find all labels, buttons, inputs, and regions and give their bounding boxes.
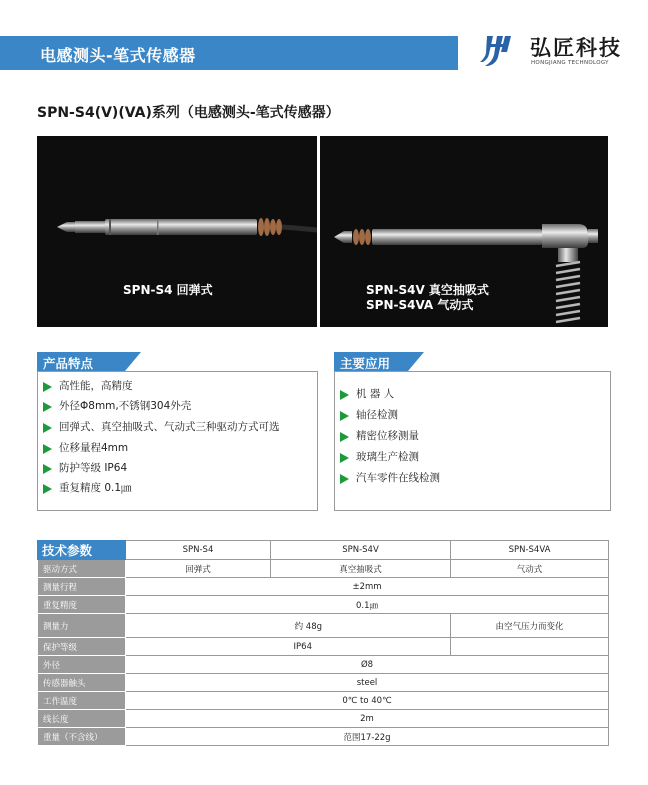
applications-title: 主要应用 bbox=[340, 356, 391, 371]
spec-value: ±2mm bbox=[126, 578, 609, 596]
brand-name-cn: 弘匠科技 bbox=[530, 36, 622, 60]
spec-value: 0.1㎛ bbox=[126, 596, 609, 614]
spec-label: 测量行程 bbox=[38, 578, 126, 596]
application-item: 轴径检测 bbox=[337, 407, 440, 422]
specs-model-col: SPN-S4VA bbox=[451, 541, 609, 560]
spec-value: Ø8 bbox=[126, 656, 609, 674]
feature-item: 位移量程4mm bbox=[40, 440, 280, 455]
spec-label: 保护等级 bbox=[38, 638, 126, 656]
sensor-probe-image bbox=[37, 136, 317, 327]
table-row bbox=[38, 692, 609, 710]
spec-label: 重复精度 bbox=[38, 596, 126, 614]
features-tab bbox=[37, 352, 125, 371]
applications-list bbox=[337, 386, 440, 485]
photo-label-spn-s4: SPN-S4 回弹式 bbox=[123, 283, 213, 297]
spec-value: IP64 bbox=[126, 638, 451, 656]
spec-value: 约 48g bbox=[126, 614, 451, 638]
product-photo-spn-s4 bbox=[37, 136, 317, 327]
spec-value: 回弹式 bbox=[126, 560, 271, 578]
header-title: 电感测头-笔式传感器 bbox=[40, 46, 196, 65]
table-row bbox=[38, 560, 609, 578]
spec-value: 由空气压力而变化 bbox=[451, 614, 609, 638]
feature-item: 重复精度 0.1㎛ bbox=[40, 480, 280, 495]
feature-item: 防护等级 IP64 bbox=[40, 460, 280, 475]
spec-empty-cell bbox=[451, 638, 609, 656]
header-bar bbox=[0, 36, 458, 70]
table-row bbox=[38, 656, 609, 674]
table-row bbox=[38, 614, 609, 638]
spec-label: 外径 bbox=[38, 656, 126, 674]
features-list bbox=[40, 378, 280, 495]
photo-label-spn-s4va: SPN-S4VA 气动式 bbox=[366, 298, 474, 312]
table-row bbox=[38, 578, 609, 596]
spec-value: 0℃ to 40℃ bbox=[126, 692, 609, 710]
logo-mark-icon bbox=[478, 30, 518, 70]
spec-label: 传感器触头 bbox=[38, 674, 126, 692]
spec-label: 测量力 bbox=[38, 614, 126, 638]
table-row bbox=[38, 596, 609, 614]
feature-item: 高性能，高精度 bbox=[40, 378, 280, 393]
table-row bbox=[38, 638, 609, 656]
spec-value: 2m bbox=[126, 710, 609, 728]
page-title: SPN-S4(V)(VA)系列（电感测头-笔式传感器） bbox=[37, 105, 340, 121]
photo-label-spn-s4v: SPN-S4V 真空抽吸式 bbox=[366, 283, 489, 297]
spec-value: 气动式 bbox=[451, 560, 609, 578]
feature-item: 外径Φ8mm,不锈钢304外壳 bbox=[40, 398, 280, 413]
spec-value: steel bbox=[126, 674, 609, 692]
features-title: 产品特点 bbox=[43, 356, 94, 371]
table-row bbox=[38, 674, 609, 692]
application-item: 精密位移测量 bbox=[337, 428, 440, 443]
feature-item: 回弹式、真空抽吸式、气动式三种驱动方式可选 bbox=[40, 419, 280, 434]
application-item: 机 器 人 bbox=[337, 386, 440, 401]
specs-title: 技术参数 bbox=[38, 541, 126, 560]
brand-name-en: HONGJIANG TECHNOLOGY bbox=[531, 60, 609, 66]
spec-value: 真空抽吸式 bbox=[271, 560, 451, 578]
specs-table bbox=[37, 540, 609, 746]
spec-label: 工作温度 bbox=[38, 692, 126, 710]
table-row bbox=[38, 728, 609, 746]
spec-value: 范围17-22g bbox=[126, 728, 609, 746]
spec-label: 驱动方式 bbox=[38, 560, 126, 578]
product-photo-spn-s4v-s4va bbox=[320, 136, 608, 327]
application-item: 汽车零件在线检测 bbox=[337, 470, 440, 485]
applications-tab bbox=[334, 352, 408, 371]
specs-model-col: SPN-S4V bbox=[271, 541, 451, 560]
spec-label: 重量（不含线） bbox=[38, 728, 126, 746]
spec-label: 线长度 bbox=[38, 710, 126, 728]
specs-header-row bbox=[38, 541, 609, 560]
specs-model-col: SPN-S4 bbox=[126, 541, 271, 560]
table-row bbox=[38, 710, 609, 728]
brand-logo bbox=[478, 30, 643, 70]
application-item: 玻璃生产检测 bbox=[337, 449, 440, 464]
